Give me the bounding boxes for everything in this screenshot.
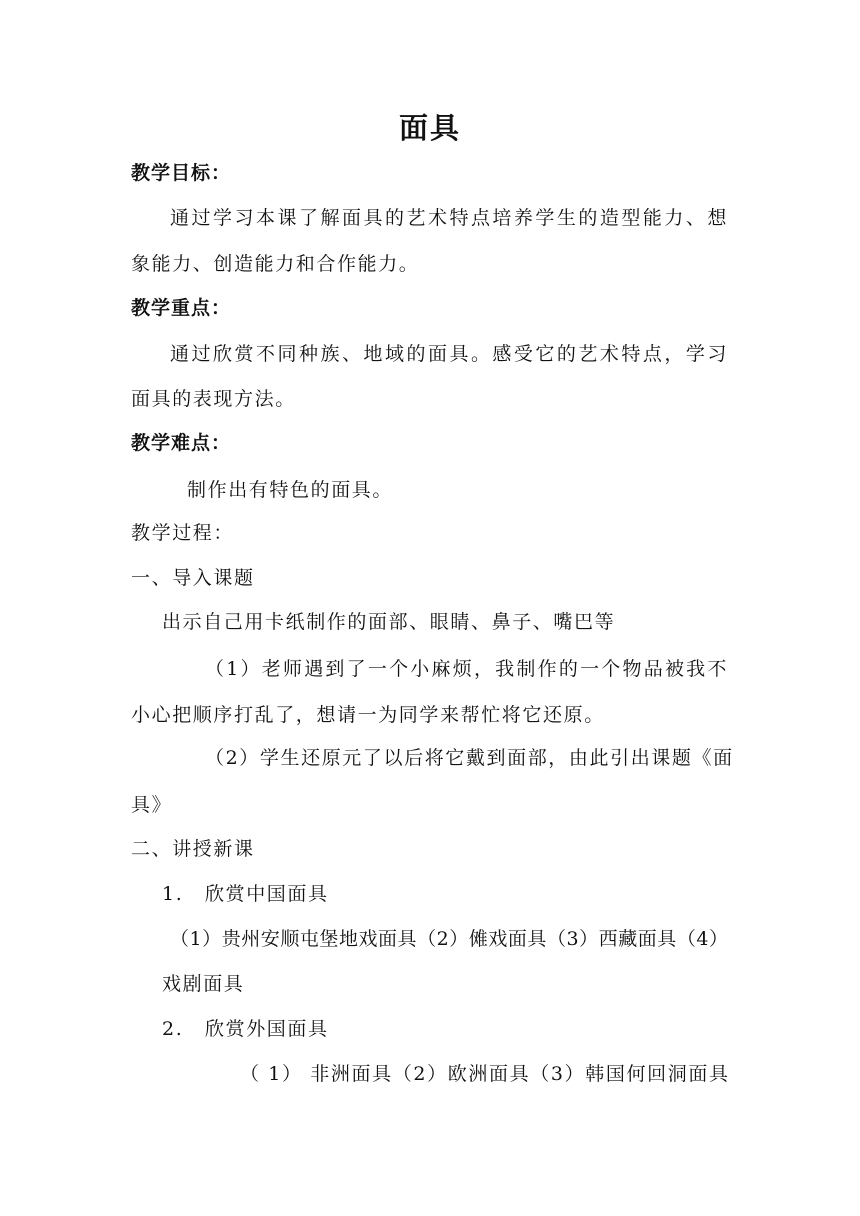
page-title: 面具 bbox=[398, 111, 461, 145]
section2-item-1-detail-line-1: （1）贵州安顺屯堡地戏面具（2）傩戏面具（3）西藏面具（4） bbox=[170, 928, 728, 950]
section1-line-4: （2）学生还原元了以后将它戴到面部，由此引出课题《面 bbox=[205, 747, 734, 769]
key-points-line-1: 通过欣赏不同种族、地域的面具。感受它的艺术特点，学习 bbox=[170, 343, 728, 365]
objectives-line-2: 象能力、创造能力和合作能力。 bbox=[131, 253, 420, 275]
section2-item-1-label: 欣赏中国面具 bbox=[205, 883, 329, 905]
difficulties-line-1: 制作出有特色的面具。 bbox=[187, 479, 394, 501]
key-points-heading: 教学重点： bbox=[131, 297, 232, 319]
section1-line-1: 出示自己用卡纸制作的面部、眼睛、鼻子、嘴巴等 bbox=[162, 611, 616, 633]
section2-item-1-detail-line-2: 戏剧面具 bbox=[162, 973, 245, 995]
section2-item-2-label: 欣赏外国面具 bbox=[205, 1018, 329, 1040]
section1-line-3: 小心把顺序打乱了，想请一为同学来帮忙将它还原。 bbox=[131, 704, 605, 726]
section2-item-1-number: 1. bbox=[162, 883, 184, 905]
key-points-line-2: 面具的表现方法。 bbox=[131, 388, 296, 410]
objectives-heading: 教学目标： bbox=[131, 162, 232, 184]
section1-line-5: 具》 bbox=[131, 794, 173, 816]
section2-heading: 二、讲授新课 bbox=[131, 838, 255, 860]
section1-line-2: （1）老师遇到了一个小麻烦，我制作的一个物品被我不 bbox=[205, 658, 728, 680]
objectives-line-1: 通过学习本课了解面具的艺术特点培养学生的造型能力、想 bbox=[170, 207, 728, 229]
process-heading: 教学过程： bbox=[131, 522, 235, 544]
difficulties-heading: 教学难点： bbox=[131, 432, 232, 454]
section1-heading: 一、导入课题 bbox=[131, 567, 255, 589]
section2-item-2-number: 2. bbox=[162, 1018, 184, 1040]
section2-item-2-detail-line-1: （ 1） 非洲面具（2）欧洲面具（3）韩国何回洞面具 bbox=[240, 1063, 728, 1085]
